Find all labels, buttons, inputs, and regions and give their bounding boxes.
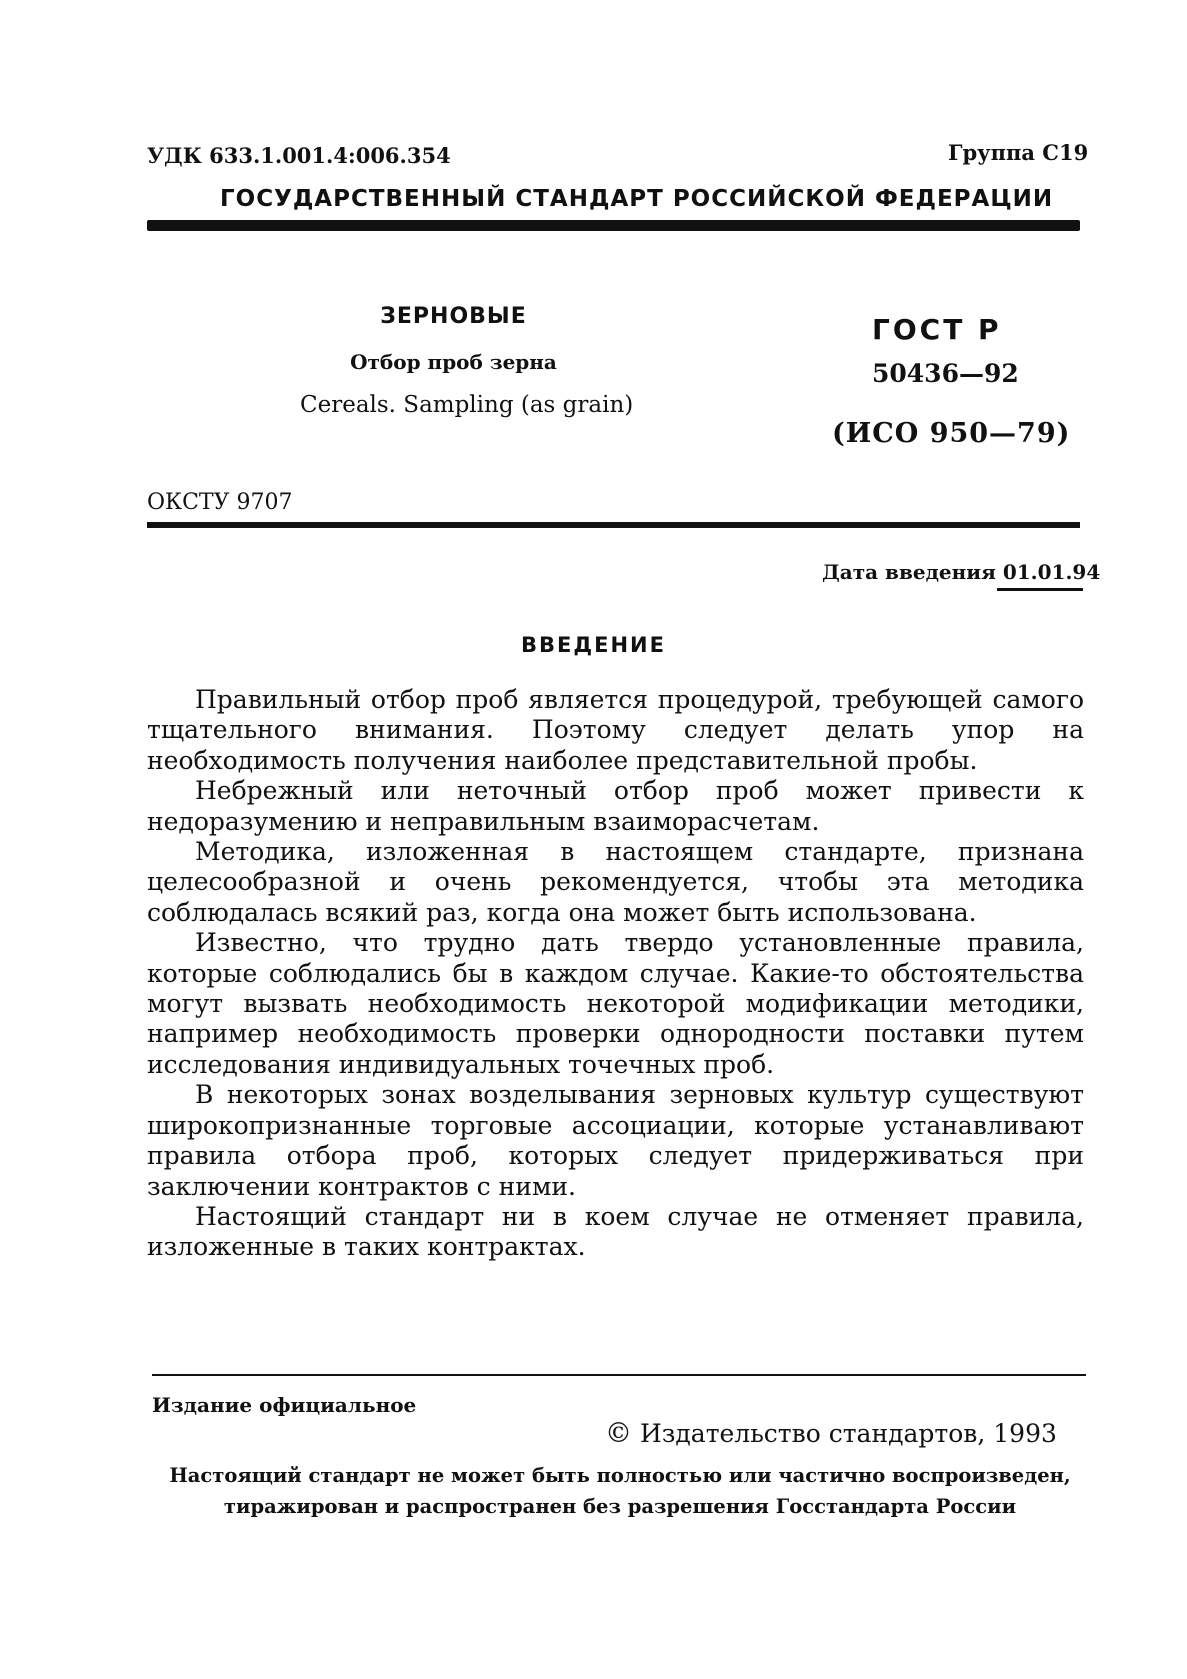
gost-label: ГОСТ Р: [872, 313, 1002, 346]
introduction-body: [147, 685, 1084, 1263]
date-underline: [997, 588, 1083, 591]
okstu-code: ОКСТУ 9707: [147, 490, 293, 515]
top-thick-rule: [147, 220, 1080, 231]
paragraph-3: Методика, изложенная в настоящем стандарте, признана целесообразной и очень рекомендуется, чтобы эта методика соблюдалась всякий раз, когда она может быть использована.: [147, 837, 1084, 927]
copyright-text: Издательство стандартов, 1993: [639, 1419, 1057, 1448]
copyright-icon: ©: [605, 1418, 632, 1449]
notice-line-1: Настоящий стандарт не может быть полностью или частично воспроизведен,: [169, 1464, 1071, 1487]
udk-code: УДК 633.1.001.4:006.354: [147, 143, 451, 168]
introduction-date: Дата введения 01.01.94: [822, 560, 1101, 584]
product-title: ЗЕРНОВЫЕ: [380, 304, 527, 329]
introduction-heading: ВВЕДЕНИЕ: [521, 633, 666, 657]
subtitle-russian: Отбор проб зерна: [350, 350, 557, 374]
middle-rule: [147, 522, 1080, 528]
paragraph-2: Небрежный или неточный отбор проб может привести к недоразумению и неправильным взаиморасчетам.: [147, 776, 1084, 836]
paragraph-1: Правильный отбор проб является процедурой, требующей самого тщательного внимания. Поэтому следует делать упор на необходимость получения наиболее представительной пробы.: [147, 685, 1084, 775]
paragraph-6: Настоящий стандарт ни в коем случае не отменяет правила, изложенные в таких контрактах.: [147, 1201, 1084, 1262]
official-edition-label: Издание официальное: [152, 1393, 417, 1417]
group-code: Группа С19: [948, 140, 1089, 165]
iso-designation: (ИСО 950—79): [832, 418, 1071, 449]
footer-rule: [152, 1374, 1086, 1376]
subtitle-english: Cereals. Sampling (as grain): [300, 392, 634, 418]
paragraph-5: В некоторых зонах возделывания зерновых культур существуют широкопризнанные торговые ассоциации, которые устанавливают правила отбора проб, которых следует придерживаться при заключении контрактов с ними.: [147, 1080, 1084, 1201]
copyright-line: [605, 1418, 1057, 1449]
paragraph-4: Известно, что трудно дать твердо установленные правила, которые соблюдались бы в каждом случае. Какие-то обстоятельства могут вызвать необходимость некоторой модификации методики, например необходимость проверки однородности поставки путем исследования индивидуальных точечных проб.: [147, 928, 1084, 1079]
state-standard-title: ГОСУДАРСТВЕННЫЙ СТАНДАРТ РОССИЙСКОЙ ФЕДЕРАЦИИ: [220, 186, 1054, 212]
notice-line-2: тиражирован и распространен без разрешения Госстандарта России: [223, 1495, 1017, 1518]
reproduction-notice: [150, 1460, 1090, 1522]
gost-number: 50436—92: [872, 359, 1019, 388]
